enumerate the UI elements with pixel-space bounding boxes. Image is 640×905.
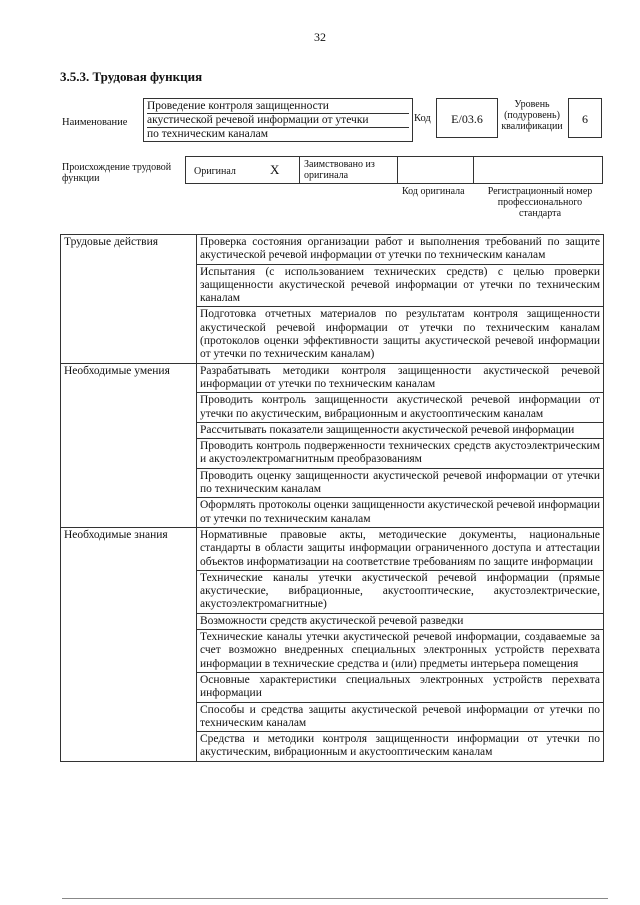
section-title: 3.5.3. Трудовая функция — [60, 69, 203, 84]
item-cell: Технические каналы утечки акустической речевой информации (прямые акустические, вибрационные, акустооптические, акустоэлектрические, акустоэлектромагнитные) — [197, 570, 604, 613]
function-name-line: акустической речевой информации от утечки — [147, 114, 409, 128]
function-name-line: Проведение контроля защищенности — [147, 100, 409, 114]
item-cell: Проводить контроль подверженности технических средств акустоэлектрическим и акустоэлектромагнитным преобразованиям — [197, 439, 604, 469]
table-row — [61, 363, 604, 393]
item-cell: Подготовка отчетных материалов по результатам контроля защищенности акустической речевой информации от утечки по техническим каналам (протоколов оценки эффективности защиты акустической речевой информации от утечки по техническим каналам) — [197, 307, 604, 363]
reg-number-cell — [474, 157, 604, 183]
item-cell: Способы и средства защиты акустической речевой информации от утечки по техническим каналам — [197, 702, 604, 732]
item-cell: Разрабатывать методики контроля защищенности акустической речевой информации от утечки по техническим каналам — [197, 363, 604, 393]
item-cell: Проводить оценку защищенности акустической речевой информации от утечки по техническим каналам — [197, 468, 604, 498]
original-code-cell — [398, 157, 474, 183]
item-cell: Технические каналы утечки акустической речевой информации, создаваемые за счет возможно внедренных специальных электронных устройств перехвата информации в технические средства и (или) предметы интерьера помещения — [197, 630, 604, 673]
item-cell: Проверка состояния организации работ и выполнения требований по защите акустической речевой информации от утечки по техническим каналам — [197, 235, 604, 265]
origin-row — [185, 156, 603, 184]
item-cell: Возможности средств акустической речевой разведки — [197, 613, 604, 629]
item-cell: Оформлять протоколы оценки защищенности акустической речевой информации от утечки по техническим каналам — [197, 498, 604, 528]
code-label: Код — [414, 113, 431, 124]
category-cell: Необходимые знания — [61, 527, 197, 761]
item-cell: Основные характеристики специальных электронных устройств перехвата информации — [197, 672, 604, 702]
origin-label: Происхождение трудовой функции — [62, 162, 172, 184]
item-cell: Нормативные правовые акты, методические документы, национальные стандарты в области защиты информации ограниченного доступа и аттестации объектов информатизации на соответствие требованиям по защите информации — [197, 527, 604, 570]
function-name-box — [143, 98, 413, 142]
item-cell: Рассчитывать показатели защищенности акустической речевой информации — [197, 422, 604, 438]
table-row — [61, 527, 604, 570]
item-cell: Проводить контроль защищенности акустической речевой информации от утечки по акустическим, вибрационным и акустооптическим каналам — [197, 393, 604, 423]
borrowed-cell — [300, 157, 398, 183]
reg-number-label: Регистрационный номер профессионального стандарта — [487, 186, 593, 219]
original-code-label: Код оригинала — [402, 186, 465, 197]
original-label: Оригинал — [194, 166, 236, 177]
name-label: Наименование — [62, 117, 128, 128]
level-value: 6 — [568, 98, 602, 138]
table-row — [61, 235, 604, 265]
category-cell: Трудовые действия — [61, 235, 197, 364]
item-cell: Средства и методики контроля защищенности информации от утечки по акустическим, вибрационным и акустооптическим каналам — [197, 732, 604, 762]
page-number: 32 — [314, 30, 326, 44]
function-name-line: по техническим каналам — [147, 128, 268, 140]
original-cell — [186, 157, 300, 183]
category-cell: Необходимые умения — [61, 363, 197, 527]
function-details-table — [60, 234, 604, 762]
page-bottom-edge — [62, 898, 608, 899]
item-cell: Испытания (с использованием технических средств) с целью проверки защищенности акустической речевой информации от утечки по техническим каналам — [197, 264, 604, 307]
level-label: Уровень (подуровень) квалификации — [501, 99, 563, 132]
original-mark: X — [270, 162, 280, 177]
borrowed-label: Заимствовано из оригинала — [304, 159, 375, 181]
code-value: E/03.6 — [436, 98, 498, 138]
